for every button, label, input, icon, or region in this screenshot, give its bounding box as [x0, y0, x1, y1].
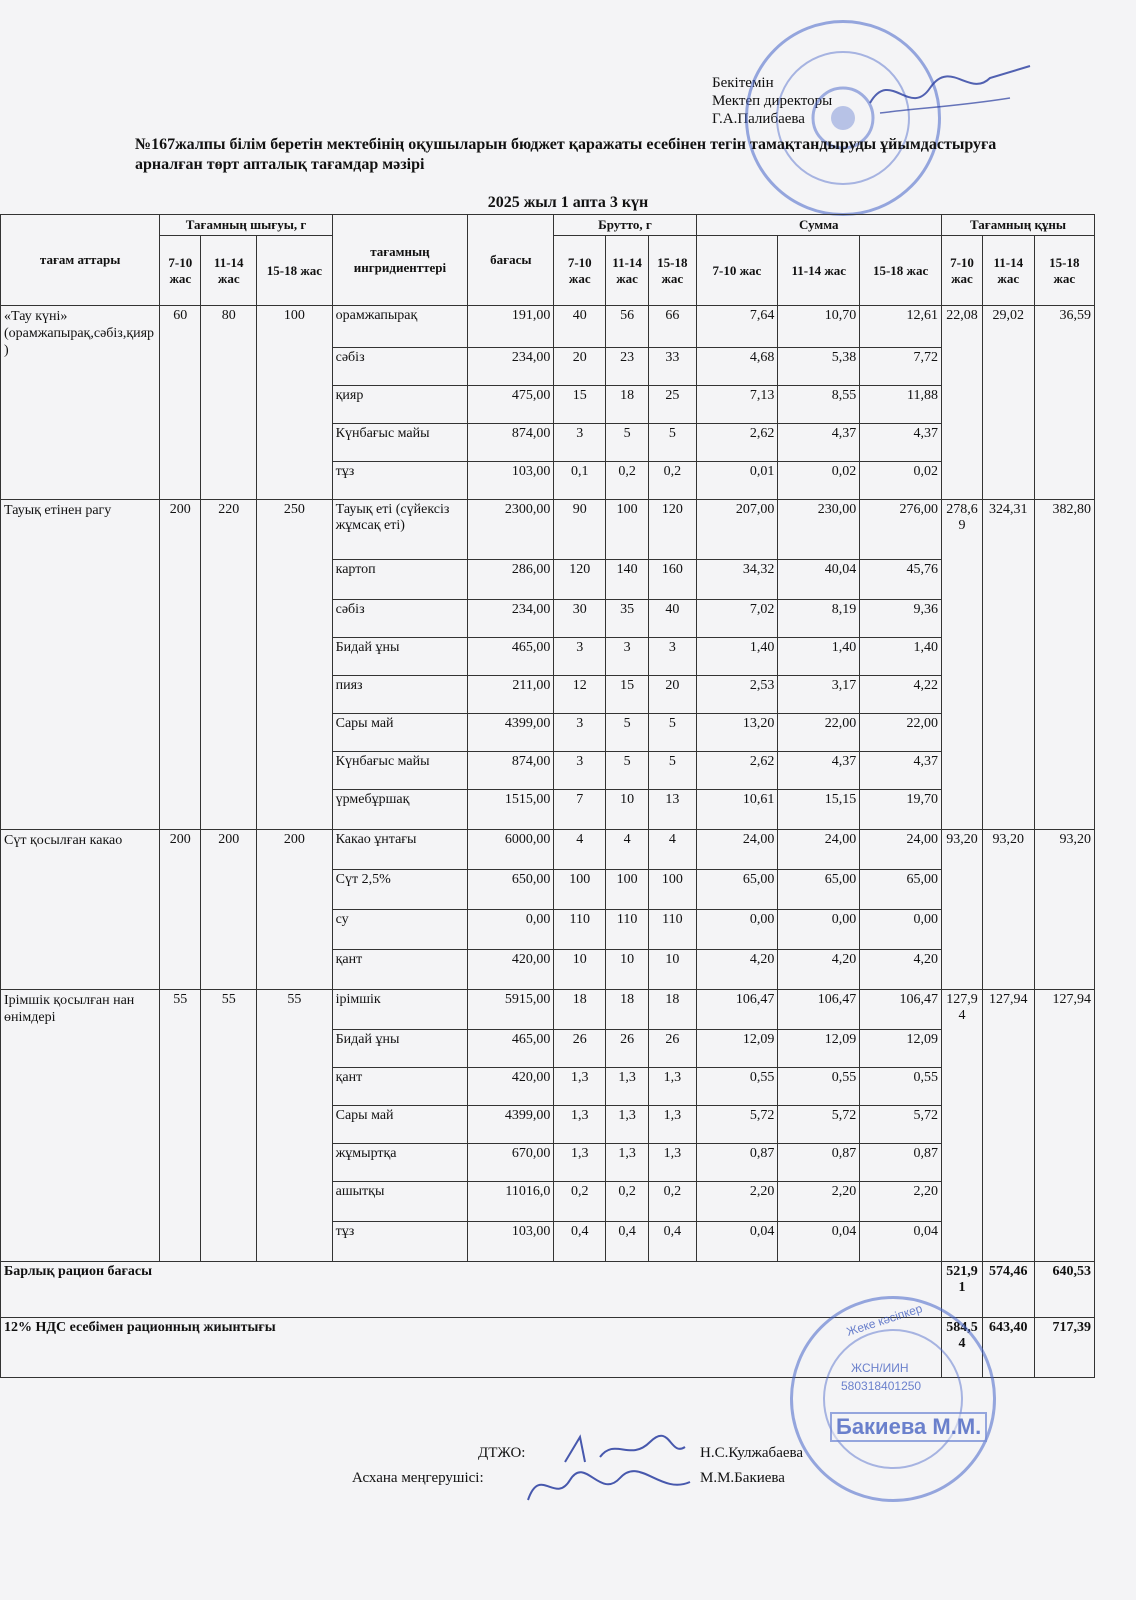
sum-value: 24,00 [860, 830, 942, 870]
brutto-value: 5 [606, 752, 649, 790]
col-ingredients: тағамның ингридиенттері [332, 215, 468, 306]
brutto-value: 56 [606, 306, 649, 348]
sum-value: 7,13 [696, 386, 778, 424]
brutto-value: 1,3 [649, 1068, 696, 1106]
ingredient-row [1, 990, 1095, 1030]
brutto-value: 4 [606, 830, 649, 870]
brutto-value: 110 [606, 910, 649, 950]
ingredient-name: Бидай ұны [332, 638, 468, 676]
ration-total-label: Барлық рацион бағасы [1, 1262, 942, 1318]
brutto-value: 3 [554, 752, 606, 790]
sum-value: 276,00 [860, 500, 942, 560]
ration-total-7-10: 521,91 [942, 1262, 983, 1318]
dish-output: 200 [160, 500, 201, 830]
sum-value: 10,70 [778, 306, 860, 348]
sum-value: 24,00 [778, 830, 860, 870]
brutto-value: 5 [649, 424, 696, 462]
brutto-value: 13 [649, 790, 696, 830]
sum-value: 12,61 [860, 306, 942, 348]
brutto-value: 18 [649, 990, 696, 1030]
sum-value: 8,55 [778, 386, 860, 424]
dish-output: 200 [257, 830, 332, 990]
ingredient-price: 670,00 [468, 1144, 554, 1182]
ingredient-name: сәбіз [332, 348, 468, 386]
col-output: Тағамның шығуы, г [160, 215, 332, 236]
dish-cost: 22,08 [942, 306, 983, 500]
ingredient-price: 4399,00 [468, 1106, 554, 1144]
dish-cost: 93,20 [942, 830, 983, 990]
signature-2 [520, 1460, 700, 1510]
dish-output: 220 [201, 500, 257, 830]
ingredient-price: 650,00 [468, 870, 554, 910]
col-sum: Сумма [696, 215, 942, 236]
document-subtitle: 2025 жыл 1 апта 3 күн [487, 194, 649, 211]
sum-value: 12,09 [778, 1030, 860, 1068]
brutto-value: 100 [606, 500, 649, 560]
sum-value: 4,68 [696, 348, 778, 386]
sum-value: 0,04 [696, 1222, 778, 1262]
sum-value: 0,02 [778, 462, 860, 500]
dish-output: 100 [257, 306, 332, 500]
sum-value: 13,20 [696, 714, 778, 752]
ingredient-name: су [332, 910, 468, 950]
brutto-value: 7 [554, 790, 606, 830]
sum-value: 5,72 [860, 1106, 942, 1144]
brutto-value: 10 [554, 950, 606, 990]
ingredient-price: 465,00 [468, 638, 554, 676]
sum-value: 3,17 [778, 676, 860, 714]
sum-value: 1,40 [778, 638, 860, 676]
brutto-value: 30 [554, 600, 606, 638]
dish-output: 200 [160, 830, 201, 990]
dish-output: 55 [257, 990, 332, 1262]
sum-value: 7,72 [860, 348, 942, 386]
ingredient-price: 6000,00 [468, 830, 554, 870]
ingredient-name: ірімшік [332, 990, 468, 1030]
sum-value: 1,40 [696, 638, 778, 676]
sum-value: 0,00 [778, 910, 860, 950]
dish-output: 200 [201, 830, 257, 990]
approval-line-1: Бекітемін [712, 75, 774, 91]
dish-output: 55 [201, 990, 257, 1262]
sum-value: 4,37 [778, 424, 860, 462]
footer-role-1: ДТЖО: [478, 1445, 526, 1461]
brutto-value: 3 [554, 638, 606, 676]
sum-value: 4,20 [860, 950, 942, 990]
ingredient-price: 286,00 [468, 560, 554, 600]
brutto-value: 0,4 [649, 1222, 696, 1262]
vat-total-label: 12% НДС есебімен рационның жиынтығы [1, 1318, 942, 1378]
age-header: 7-10 жас [942, 236, 983, 306]
ingredient-name: Күнбағыс майы [332, 752, 468, 790]
ration-total-15-18: 640,53 [1034, 1262, 1094, 1318]
sum-value: 0,55 [696, 1068, 778, 1106]
brutto-value: 3 [606, 638, 649, 676]
col-dish-cost: Тағамның құны [942, 215, 1095, 236]
sum-value: 65,00 [778, 870, 860, 910]
sum-value: 22,00 [778, 714, 860, 752]
ingredient-row [1, 500, 1095, 560]
brutto-value: 5 [649, 714, 696, 752]
brutto-value: 120 [554, 560, 606, 600]
ingredient-price: 2300,00 [468, 500, 554, 560]
brutto-value: 110 [649, 910, 696, 950]
brutto-value: 15 [606, 676, 649, 714]
col-brutto: Брутто, г [554, 215, 696, 236]
brutto-value: 18 [554, 990, 606, 1030]
sum-value: 12,09 [696, 1030, 778, 1068]
age-header: 7-10 жас [696, 236, 778, 306]
col-dish-names: тағам аттары [1, 215, 160, 306]
brutto-value: 15 [554, 386, 606, 424]
sum-value: 15,15 [778, 790, 860, 830]
ingredient-name: Какао ұнтағы [332, 830, 468, 870]
sum-value: 0,02 [860, 462, 942, 500]
header-row-1 [1, 215, 1095, 236]
dish-name: Тауық етінен рагу [1, 500, 160, 830]
sum-value: 24,00 [696, 830, 778, 870]
sum-value: 207,00 [696, 500, 778, 560]
sum-value: 0,55 [860, 1068, 942, 1106]
brutto-value: 1,3 [606, 1068, 649, 1106]
sum-value: 4,20 [778, 950, 860, 990]
sum-value: 106,47 [778, 990, 860, 1030]
brutto-value: 1,3 [554, 1106, 606, 1144]
sum-value: 0,01 [696, 462, 778, 500]
ingredient-price: 420,00 [468, 950, 554, 990]
dish-cost: 36,59 [1034, 306, 1094, 500]
ingredient-name: қияр [332, 386, 468, 424]
ingredient-name: Бидай ұны [332, 1030, 468, 1068]
dish-cost: 127,94 [942, 990, 983, 1262]
ingredient-name: жұмыртқа [332, 1144, 468, 1182]
ingredient-price: 234,00 [468, 348, 554, 386]
brutto-value: 160 [649, 560, 696, 600]
dish-output: 60 [160, 306, 201, 500]
sum-value: 230,00 [778, 500, 860, 560]
ingredient-name: үрмебұршақ [332, 790, 468, 830]
brutto-value: 1,3 [606, 1106, 649, 1144]
brutto-value: 5 [649, 752, 696, 790]
sum-value: 0,00 [860, 910, 942, 950]
sum-value: 2,20 [696, 1182, 778, 1222]
age-header: 7-10 жас [554, 236, 606, 306]
ingredient-price: 1515,00 [468, 790, 554, 830]
sum-value: 2,20 [860, 1182, 942, 1222]
seal-ring-text: Жеке кәсіпкер [844, 1301, 925, 1339]
brutto-value: 10 [606, 950, 649, 990]
brutto-value: 100 [554, 870, 606, 910]
ingredient-name: қант [332, 950, 468, 990]
ingredient-name: орамжапырақ [332, 306, 468, 348]
ingredient-name: қант [332, 1068, 468, 1106]
brutto-value: 0,4 [606, 1222, 649, 1262]
director-signature [860, 58, 1040, 128]
age-header: 11-14 жас [982, 236, 1034, 306]
ingredient-price: 874,00 [468, 424, 554, 462]
footer-name-2: М.М.Бакиева [700, 1470, 785, 1486]
brutto-value: 5 [606, 714, 649, 752]
ingredient-name: Сары май [332, 714, 468, 752]
brutto-value: 23 [606, 348, 649, 386]
ingredient-name: картоп [332, 560, 468, 600]
sum-value: 0,87 [860, 1144, 942, 1182]
brutto-value: 20 [554, 348, 606, 386]
sum-value: 0,87 [696, 1144, 778, 1182]
sum-value: 65,00 [696, 870, 778, 910]
brutto-value: 26 [649, 1030, 696, 1068]
sum-value: 7,02 [696, 600, 778, 638]
sum-value: 106,47 [696, 990, 778, 1030]
ingredient-price: 191,00 [468, 306, 554, 348]
brutto-value: 1,3 [649, 1106, 696, 1144]
brutto-value: 40 [554, 306, 606, 348]
dish-output: 80 [201, 306, 257, 500]
sum-value: 1,40 [860, 638, 942, 676]
footer-role-2: Асхана меңгерушісі: [352, 1470, 484, 1486]
age-header: 11-14 жас [778, 236, 860, 306]
ingredient-name: Сүт 2,5% [332, 870, 468, 910]
brutto-value: 100 [606, 870, 649, 910]
sum-value: 34,32 [696, 560, 778, 600]
age-header: 15-18 жас [649, 236, 696, 306]
brutto-value: 110 [554, 910, 606, 950]
sum-value: 0,55 [778, 1068, 860, 1106]
menu-table [0, 214, 1095, 1378]
sum-value: 4,22 [860, 676, 942, 714]
ration-total-11-14: 574,46 [982, 1262, 1034, 1318]
ingredient-price: 211,00 [468, 676, 554, 714]
brutto-value: 100 [649, 870, 696, 910]
seal-line-2: 580318401250 [841, 1379, 922, 1393]
col-price: бағасы [468, 215, 554, 306]
brutto-value: 0,1 [554, 462, 606, 500]
sum-value: 0,87 [778, 1144, 860, 1182]
brutto-value: 1,3 [554, 1068, 606, 1106]
brutto-value: 20 [649, 676, 696, 714]
ingredient-name: пияз [332, 676, 468, 714]
sum-value: 7,64 [696, 306, 778, 348]
brutto-value: 4 [554, 830, 606, 870]
sum-value: 2,62 [696, 424, 778, 462]
sum-value: 0,00 [696, 910, 778, 950]
sum-value: 4,37 [778, 752, 860, 790]
brutto-value: 140 [606, 560, 649, 600]
brutto-value: 10 [606, 790, 649, 830]
brutto-value: 4 [649, 830, 696, 870]
sum-value: 2,53 [696, 676, 778, 714]
sum-value: 4,37 [860, 424, 942, 462]
brutto-value: 1,3 [606, 1144, 649, 1182]
brutto-value: 26 [554, 1030, 606, 1068]
sum-value: 2,20 [778, 1182, 860, 1222]
approval-line-2: Мектеп директоры [712, 93, 833, 109]
ingredient-price: 420,00 [468, 1068, 554, 1106]
seal-name: Бакиева М.М. [830, 1412, 987, 1442]
brutto-value: 1,3 [554, 1144, 606, 1182]
sum-value: 10,61 [696, 790, 778, 830]
ingredient-price: 874,00 [468, 752, 554, 790]
brutto-value: 35 [606, 600, 649, 638]
vat-total-7-10: 584,54 [942, 1318, 983, 1378]
canteen-seal [790, 1296, 996, 1502]
brutto-value: 0,2 [606, 462, 649, 500]
dish-output: 250 [257, 500, 332, 830]
ingredient-name: сәбіз [332, 600, 468, 638]
brutto-value: 0,2 [649, 1182, 696, 1222]
brutto-value: 0,2 [649, 462, 696, 500]
brutto-value: 3 [554, 714, 606, 752]
sum-value: 106,47 [860, 990, 942, 1030]
ingredient-price: 11016,0 [468, 1182, 554, 1222]
sum-value: 5,72 [696, 1106, 778, 1144]
sum-value: 0,04 [778, 1222, 860, 1262]
dish-cost: 324,31 [982, 500, 1034, 830]
brutto-value: 3 [554, 424, 606, 462]
menu-body [1, 306, 1095, 1262]
sum-value: 12,09 [860, 1030, 942, 1068]
sum-value: 0,04 [860, 1222, 942, 1262]
ingredient-name: тұз [332, 462, 468, 500]
vat-total-11-14: 643,40 [982, 1318, 1034, 1378]
dish-name: Сүт қосылған какао [1, 830, 160, 990]
brutto-value: 5 [606, 424, 649, 462]
ingredient-price: 4399,00 [468, 714, 554, 752]
dish-cost: 127,94 [982, 990, 1034, 1262]
brutto-value: 40 [649, 600, 696, 638]
dish-cost: 278,69 [942, 500, 983, 830]
brutto-value: 10 [649, 950, 696, 990]
age-header: 15-18 жас [1034, 236, 1094, 306]
brutto-value: 18 [606, 386, 649, 424]
brutto-value: 18 [606, 990, 649, 1030]
brutto-value: 66 [649, 306, 696, 348]
ingredient-name: Күнбағыс майы [332, 424, 468, 462]
approval-line-3: Г.А.Палибаева [712, 111, 805, 127]
document-title: №167жалпы білім беретін мектебінің оқушыларын бюджет қаражаты есебінен тегін тамақтандыруды ұйымдастыруға арналған төрт апталық тағамдар мәзірі [135, 136, 997, 173]
sum-value: 19,70 [860, 790, 942, 830]
dish-cost: 127,94 [1034, 990, 1094, 1262]
sum-value: 4,20 [696, 950, 778, 990]
brutto-value: 1,3 [649, 1144, 696, 1182]
age-header: 11-14 жас [606, 236, 649, 306]
brutto-value: 25 [649, 386, 696, 424]
dish-cost: 382,80 [1034, 500, 1094, 830]
vat-total-15-18: 717,39 [1034, 1318, 1094, 1378]
ingredient-price: 0,00 [468, 910, 554, 950]
sum-value: 45,76 [860, 560, 942, 600]
sum-value: 22,00 [860, 714, 942, 752]
ingredient-name: ашытқы [332, 1182, 468, 1222]
age-header: 15-18 жас [257, 236, 332, 306]
sum-value: 9,36 [860, 600, 942, 638]
brutto-value: 0,2 [554, 1182, 606, 1222]
age-header: 7-10 жас [160, 236, 201, 306]
brutto-value: 120 [649, 500, 696, 560]
dish-cost: 29,02 [982, 306, 1034, 500]
sum-value: 11,88 [860, 386, 942, 424]
brutto-value: 90 [554, 500, 606, 560]
sum-value: 65,00 [860, 870, 942, 910]
sum-value: 5,38 [778, 348, 860, 386]
ingredient-name: Тауық еті (сүйексіз жұмсақ еті) [332, 500, 468, 560]
ingredient-price: 5915,00 [468, 990, 554, 1030]
ingredient-name: тұз [332, 1222, 468, 1262]
brutto-value: 12 [554, 676, 606, 714]
footer-name-1: Н.С.Кулжабаева [700, 1445, 804, 1461]
age-header: 11-14 жас [201, 236, 257, 306]
dish-output: 55 [160, 990, 201, 1262]
ingredient-price: 103,00 [468, 462, 554, 500]
ingredient-price: 475,00 [468, 386, 554, 424]
ingredient-name: Сары май [332, 1106, 468, 1144]
sum-value: 8,19 [778, 600, 860, 638]
brutto-value: 3 [649, 638, 696, 676]
seal-line-1: ЖСН/ИИН [851, 1361, 909, 1375]
brutto-value: 33 [649, 348, 696, 386]
sum-value: 40,04 [778, 560, 860, 600]
dish-cost: 93,20 [982, 830, 1034, 990]
sum-value: 2,62 [696, 752, 778, 790]
sum-value: 5,72 [778, 1106, 860, 1144]
dish-cost: 93,20 [1034, 830, 1094, 990]
ingredient-price: 465,00 [468, 1030, 554, 1068]
brutto-value: 0,4 [554, 1222, 606, 1262]
brutto-value: 0,2 [606, 1182, 649, 1222]
ingredient-row [1, 830, 1095, 870]
sum-value: 4,37 [860, 752, 942, 790]
ingredient-price: 234,00 [468, 600, 554, 638]
ingredient-row [1, 306, 1095, 348]
age-header: 15-18 жас [860, 236, 942, 306]
brutto-value: 26 [606, 1030, 649, 1068]
dish-name: Ірімшік қосылған нан өнімдері [1, 990, 160, 1262]
dish-name: «Тау күні» (орамжапырақ,сәбіз,қияр) [1, 306, 160, 500]
ingredient-price: 103,00 [468, 1222, 554, 1262]
